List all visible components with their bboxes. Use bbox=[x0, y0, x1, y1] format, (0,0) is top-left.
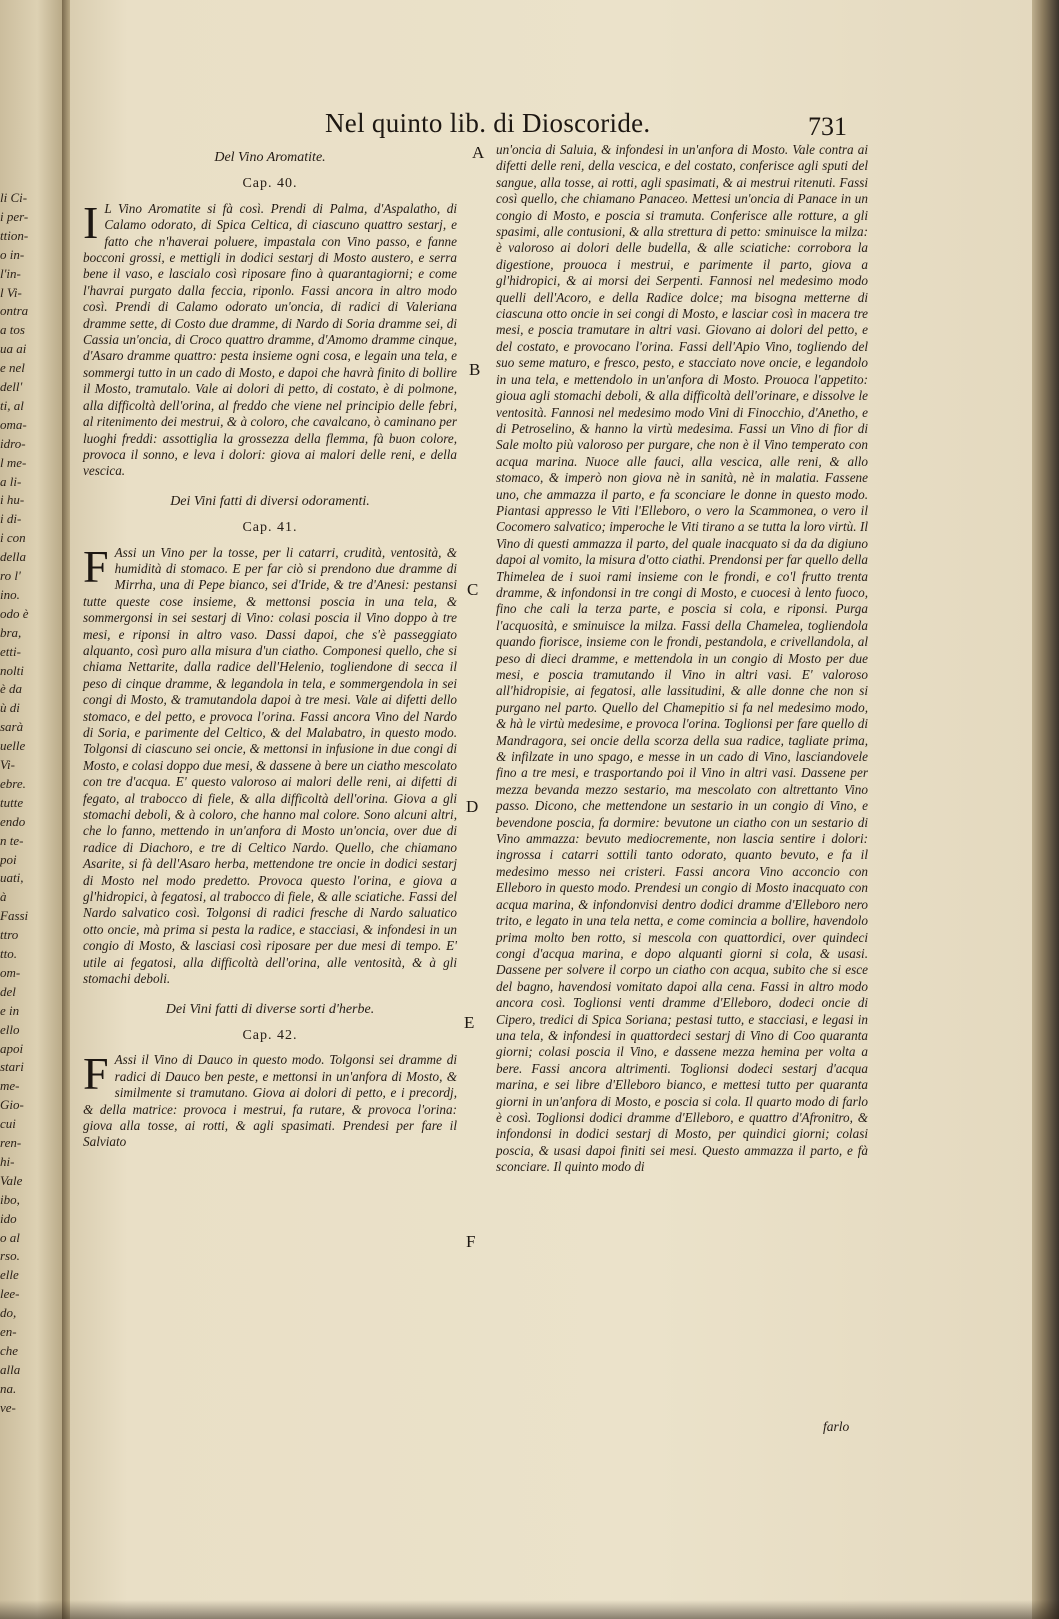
chapter-41-title: Dei Vini fatti di diversi odoramenti. bbox=[170, 493, 370, 509]
facing-page-fragment: ve- bbox=[0, 1399, 16, 1415]
page-number: 731 bbox=[808, 112, 847, 141]
facing-page-fragment: li Ci- bbox=[0, 190, 28, 205]
facing-page-fragment: è da bbox=[0, 681, 23, 697]
facing-page-fragment: ttro bbox=[0, 927, 19, 943]
margin-letter-b: B bbox=[469, 360, 481, 379]
chapter-42-body bbox=[83, 1048, 457, 1150]
facing-page-fragment: uati, bbox=[0, 870, 24, 886]
facing-page-fragment: che bbox=[0, 1342, 19, 1358]
facing-page-fragment: elle bbox=[0, 1267, 19, 1283]
facing-page-fragment: Vale bbox=[0, 1172, 23, 1188]
chapter-42-dropcap: F bbox=[83, 1048, 109, 1100]
facing-page-fragment: en- bbox=[0, 1324, 17, 1339]
facing-page-fragment: lee- bbox=[0, 1286, 20, 1302]
facing-page-fragment: ino. bbox=[0, 586, 20, 602]
facing-page-fragment: alla bbox=[0, 1361, 21, 1377]
facing-page-fragment: ù di bbox=[0, 700, 20, 716]
right-column-text: un'oncia di Saluia, & infondesi in un'anfora di Mosto. Vale contra ai difetti delle reni, della vescica, e del costato, conferisce agli sputi del sangue, alla tosse, ai rotti, agli spasimati, & ai mestrui ritenuti. Fassi così quello, che chiamano Panaceo. Mettesi un'oncia di Panace in un congio di Mosto, e poscia si tramuta. Conferisce alle rotture, a gli spasimi, alle contusioni, & alla strettura di petto: sminuisce la milza: è valoroso ai dolori delle budella, & alle sciatiche: corrobora la digestione, prouoca i mestrui, e parimente il parto, giova a gl'hidropici, & ai morsi dei Serpenti. Fannosi nel medesimo modo quelli dell'Acoro, e della Radice dolce; ma bisogna metterne di ciascuna otto oncie in sei congi di Mosto, e lasciar così in macera tre mesi, e poscia tramutare in altri vasi. Giovano ai dolori del petto, e del costato, e provocano l'orina. Fassi dell'Apio Vino, togliendo del suo seme maturo, e fresco, pesto, e stacciato nove oncie, e legandolo in una tela, e mettendolo in un'anfora di Mosto. Prouoca l'appetito: gioua agli stomachi deboli, & alla difficoltà dell'orinare, e dissolve le ventosità. Fannosi nel medesimo modo Vini di Finocchio, d'Anetho, e di Petroselino, & hanno la virtù medesima. Fassi un Vino di fior di Sale molto più valoroso per purgare, che non è il Vino temperato con acqua marina. Nuoce alle fauci, alla vescica, alle reni, & allo stomaco, & imperò non giova nè in sanità, nè in malatia. Fassene uno, che ammazza il parto, e fa sconciare le donne in questo modo. Piantasi appresso le Viti l'Elleboro, o vero la Scammonea, o vero il Cocomero salvatico; imperoche le Viti tirano a se tutta la loro virtù. Il Vino di questi ammazza il parto, del quale inacquato si da da digiuno dapoi al vomito, la misura d'otto ciathi. Prendonsi per far quello della Thimelea de i suoi rami insieme con le frondi, e co'l frutto trenta dramme, & infondonsi in tre congi di Mosto, e cuocesi à lento fuoco, fino che cali la terza parte, e poscia si cola, e riponsi. Purga l'acquosità, e sminuisce la milza. Fassi della Chamelea, togliendola quando fiorisce, insieme con le frondi, pestandola, e crivellandola, al peso di dieci dramme, e mettendola in un congio di Mosto per due mesi, e poscia tramutando il Vino in altri vasi. E' valoroso all'hidropisie, ai fegatosi, alle lassitudini, & alle donne che non si purgano nel parto. Quello del Chamepitio si fa nel medesimo modo, & hà le virtù medesime, e provoca l'orina. Toglionsi per fare quello di Mandragora, sei oncie della scorza della sua radice, tagliate prima, & infilzate in uno spago, e messe in un cado di Vino, lasciandovele fino a tre mesi, e trasportando poi il Vino in altri vasi. Dassene per mezza bevanda mezzo sestario, ma mescolato con altrettanto Vino passo. Dicono, che mettendone un sestario in un congio di Vino, e bevendone poscia, fa dormire: bevutone un ciatho con un sestario di Vino ammazza: bevuto mediocremente, non lascia sentire i dolori: ingrossa i catarri sottili tanto odorato, quanto bevuto, e fa il medesimo messo nei cristeri. Fassi ancora Vino acconcio con Elleboro in questo modo. Prendesi un congio di Mosto inacquato con acqua marina, & infondonvisi dentro dodici dramme d'Elleboro nero trito, e legato in una tela netta, e come comincia a bollire, havendolo prima molto ben rotto, si mescola con quattordici, over quindeci congi d'acqua marina, e dopo alquanti giorni si cola, & usasi. Dassene per solvere il corpo un ciatho con acqua, subito che si esce del bagno, havendosi vomitato dapoi alla cena. Fassi in altro modo ancora così. Toglionsi venti dramme d'Elleboro, dodeci oncie di Cipero, tredici di Spica Soriana; pestasi tutto, e stacciasi, e legasi in una tela, & infondesi in quattordeci sestarj di Vino di Coo quaranta giorni; colasi poscia il Vino, e dassene mezza hemina per volta a bere. Fassi ancora altrimenti. Toglionsi dodeci sestarj d'acqua marina, e sei libre d'Elleboro bianco, e mettesi tutto per quaranta giorni in un'anfora di Mosto, e poscia si cola. Il quarto modo di farlo è così. Toglionsi dodici dramme d'Elleboro, e quattro d'Afronitro, & infondonsi in dodici sestarj di Mosto, per quindici giorni; colasi poscia, & usasi dapoi finiti sei mesi. Questo ammazza il parto, e fà sconciare. Il quinto modo di bbox=[496, 142, 868, 1175]
facing-page-fragment: à bbox=[0, 889, 7, 905]
facing-page-fragment: o al bbox=[0, 1229, 20, 1245]
facing-page-fragment: oma- bbox=[0, 416, 27, 432]
margin-letter-a: A bbox=[472, 143, 485, 162]
chapter-42-text: Assi il Vino di Dauco in questo modo. Tolgonsi sei dramme di radici di Dauco ben peste, e mettonsi in un'anfora di Mosto, & similmente si tramutano. Giova ai dolori di petto, e i precordj, & della matrice: provoca i mestrui, fa rutare, & provoca l'orina: giova alla tosse, ai rotti, & agli spasimati. Prendesi per fare il Salviato bbox=[83, 1052, 457, 1150]
running-header: Nel quinto lib. di Dioscoride. bbox=[325, 108, 651, 138]
facing-page-fragment: l me- bbox=[0, 454, 27, 470]
facing-page-fragment: nolti bbox=[0, 662, 24, 678]
margin-letter-d: D bbox=[466, 797, 479, 816]
chapter-42-number: Cap. 42. bbox=[242, 1027, 298, 1043]
facing-page-fragment: i hu- bbox=[0, 492, 25, 508]
facing-page-fragment: ontra bbox=[0, 303, 29, 319]
chapter-40-number: Cap. 40. bbox=[242, 176, 298, 192]
facing-page-fragment: ebre. bbox=[0, 775, 26, 791]
facing-page-fragment: della bbox=[0, 549, 26, 565]
facing-page-fragment: Vi- bbox=[0, 757, 15, 772]
facing-page-fragment: me- bbox=[0, 1078, 20, 1094]
facing-page-fragment: idro- bbox=[0, 435, 26, 451]
facing-page-fragment: ua ai bbox=[0, 341, 27, 357]
facing-page-fragment: tutte bbox=[0, 794, 24, 810]
facing-page-fragment: endo bbox=[0, 813, 26, 829]
facing-page-fragment: o in- bbox=[0, 246, 25, 262]
facing-page-fragment: sarà bbox=[0, 719, 24, 735]
chapter-40-dropcap: I bbox=[83, 196, 99, 248]
facing-page-fragment: l Vi- bbox=[0, 284, 22, 300]
facing-page-fragment: dell' bbox=[0, 379, 23, 394]
facing-page-fragment: del bbox=[0, 983, 16, 999]
catchword: farlo bbox=[823, 1419, 850, 1434]
facing-page-fragment: ello bbox=[0, 1021, 20, 1037]
facing-page-fragment: apoi bbox=[0, 1040, 24, 1056]
facing-page-fragment: etti- bbox=[0, 643, 21, 659]
facing-page-fragment: i per- bbox=[0, 208, 29, 224]
facing-page-fragment: tto. bbox=[0, 946, 17, 961]
facing-page-fragment: a li- bbox=[0, 473, 22, 489]
margin-letter-c: C bbox=[467, 580, 479, 599]
facing-page-fragment: bra, bbox=[0, 624, 22, 640]
chapter-42-title: Dei Vini fatti di diverse sorti d'herbe. bbox=[165, 1001, 375, 1017]
facing-page-fragment: e in bbox=[0, 1002, 20, 1018]
chapter-41-dropcap: F bbox=[83, 540, 109, 592]
facing-page-fragment: Fassi bbox=[0, 908, 29, 924]
facing-page-fragment: na. bbox=[0, 1380, 17, 1396]
chapter-40-title: Del Vino Aromatite. bbox=[214, 150, 326, 165]
facing-page-fragment: ro l' bbox=[0, 568, 21, 583]
facing-page-fragment: uelle bbox=[0, 738, 26, 754]
facing-page-fragment: n te- bbox=[0, 832, 24, 848]
chapter-41-text: Assi un Vino per la tosse, per li catarri, crudità, ventosità, & humidità di stomaco. E per far ciò si prendono due dramme di Mirrha, una di Pepe bianco, sei d'Iride, & tre d'Anesi: pestansi tutte queste cose insieme, & mettonsi poscia in una tela, & sommergonsi in sei sestarj di Vino: colasi poscia il Vino doppo à tre mesi, e riponsi in altro vaso. Dassi dapoi, che s'è passeggiato alquanto, così puro alla misura d'un ciatho. Componesi quello, che si chiama Nettarite, dalla radice dell'Helenio, togliendone di secca il peso di cinque dramme, & legandola in tela, e sommergendola in sei congi di Mosto, & tramutandola dapoi à tre mesi. Vale ai difetti dello stomaco, e del petto, e provoca l'orina. Fassi ancora Vino del Nardo di Soria, e parimente del Celtico, & del Malabatro, in questo modo. Tolgonsi di ciascuno sei oncie, & mettonsi in infusione in due congi di Mosto, e colasi doppo due mesi, & dassene à bere un ciatho mescolato con tre d'acqua. E' questo valoroso ai malori delle reni, ai difetti di fegato, al trabocco di fiele, & alla difficoltà dell'orina. Giova a gli stomachi deboli, & à coloro, che hanno mal colore. Sono alcuni altri, che lo fanno, mettendo in un'anfora di Mosto un'oncia, over due di radice di Diachoro, e tre di Celtico Nardo. Quello, che chiamano Asarite, si fà dell'Asaro herba, mettendone tre oncie in dodici sestarj di Mosto nel modo predetto. Provoca questo l'orina, e giova a gl'hidropici, à fegatosi, al trabocco di fiele, & alle sciatiche. Fassi del Nardo salvatico così. Tolgonsi di radici fresche di Nardo saluatico otto oncie, mà prima si pesta la radice, e stacciasi, & infondesi in un congio di Mosto, & lasciasi così riposare per due mesi di tempo. E' utile ai fegatosi, alla difficoltà dell'orina, alle ventosità, & à gli stomachi deboli. bbox=[83, 544, 457, 987]
facing-page-fragment: poi bbox=[0, 851, 17, 867]
facing-page-fragment: ttion- bbox=[0, 227, 29, 243]
page-bottom-shadow bbox=[0, 1600, 1059, 1619]
chapter-40-text: L Vino Aromatite si fà così. Prendi di Palma, d'Aspalatho, di Calamo odorato, di Spica Celtica, di ciascuno quattro sestarj, e fatto che n'haverai poluere, impastala con Vino passo, e fanne bocconi grossi, e mettigli in dodici sestarj di Mosto austero, e serra bene il vaso, e lascialo così riposare fino à quarantagiorni; e come l'havrai purgato dalla feccia, riponlo. Fassi ancora in altro modo così. Prendi di Calamo odorato un'oncia, di radici di Valeriana dramme sette, di Costo due dramme, di Nardo di Soria dramme sei, di Cassia un'oncia, di Croco quattro dramme, d'Amomo dramme cinque, d'Asaro dramme quattro: pesta insieme ogni cosa, e legain una tela, e sommergi tutto in un cado di Mosto, e dapoi che havrà finito di bollire il Mosto, tramutalo. Vale ai dolori di petto, di costato, è di polmone, alla difficoltà dell'orina, al freddo che viene nel principio delle febri, al ritenimento dei mestrui, & à coloro, che cavalcano, ò caminano per luoghi freddi: assottiglia la grossezza della flemma, fà buon colore, provoca il sonno, e leva i dolori: giova ai malori delle reni, e della vescica. bbox=[83, 200, 457, 479]
facing-page-fragment: cui bbox=[0, 1116, 16, 1132]
left-column bbox=[83, 150, 457, 1151]
right-column bbox=[496, 142, 868, 1176]
facing-page-fragment: rso. bbox=[0, 1248, 20, 1264]
facing-page-fragment: l'in- bbox=[0, 265, 21, 281]
facing-page-fragment: do, bbox=[0, 1305, 17, 1321]
facing-page-fragment: stari bbox=[0, 1059, 24, 1075]
facing-page-fragment: ren- bbox=[0, 1135, 22, 1150]
book-gutter bbox=[62, 0, 70, 1619]
chapter-40-body bbox=[83, 196, 457, 480]
facing-page-fragment: ido bbox=[0, 1210, 17, 1226]
facing-page-fragment: Gio- bbox=[0, 1097, 24, 1113]
chapter-41-body bbox=[83, 540, 457, 988]
facing-page-fragment: a tos bbox=[0, 322, 25, 338]
page-fore-edge bbox=[1032, 0, 1059, 1619]
chapter-41-number: Cap. 41. bbox=[242, 520, 298, 536]
margin-letter-e: E bbox=[464, 1013, 475, 1032]
facing-page-fragment: ti, al bbox=[0, 397, 24, 413]
facing-page-edge bbox=[0, 0, 62, 1619]
facing-page-fragment: i di- bbox=[0, 511, 22, 527]
facing-page-fragment: hi- bbox=[0, 1153, 15, 1169]
facing-page-fragment: odo è bbox=[0, 605, 29, 621]
facing-page-fragment: i con bbox=[0, 530, 26, 546]
facing-page-fragment: e nel bbox=[0, 360, 25, 376]
facing-page-fragment: ibo, bbox=[0, 1191, 20, 1207]
margin-letter-f: F bbox=[466, 1232, 476, 1251]
facing-page-fragment: om- bbox=[0, 964, 21, 980]
